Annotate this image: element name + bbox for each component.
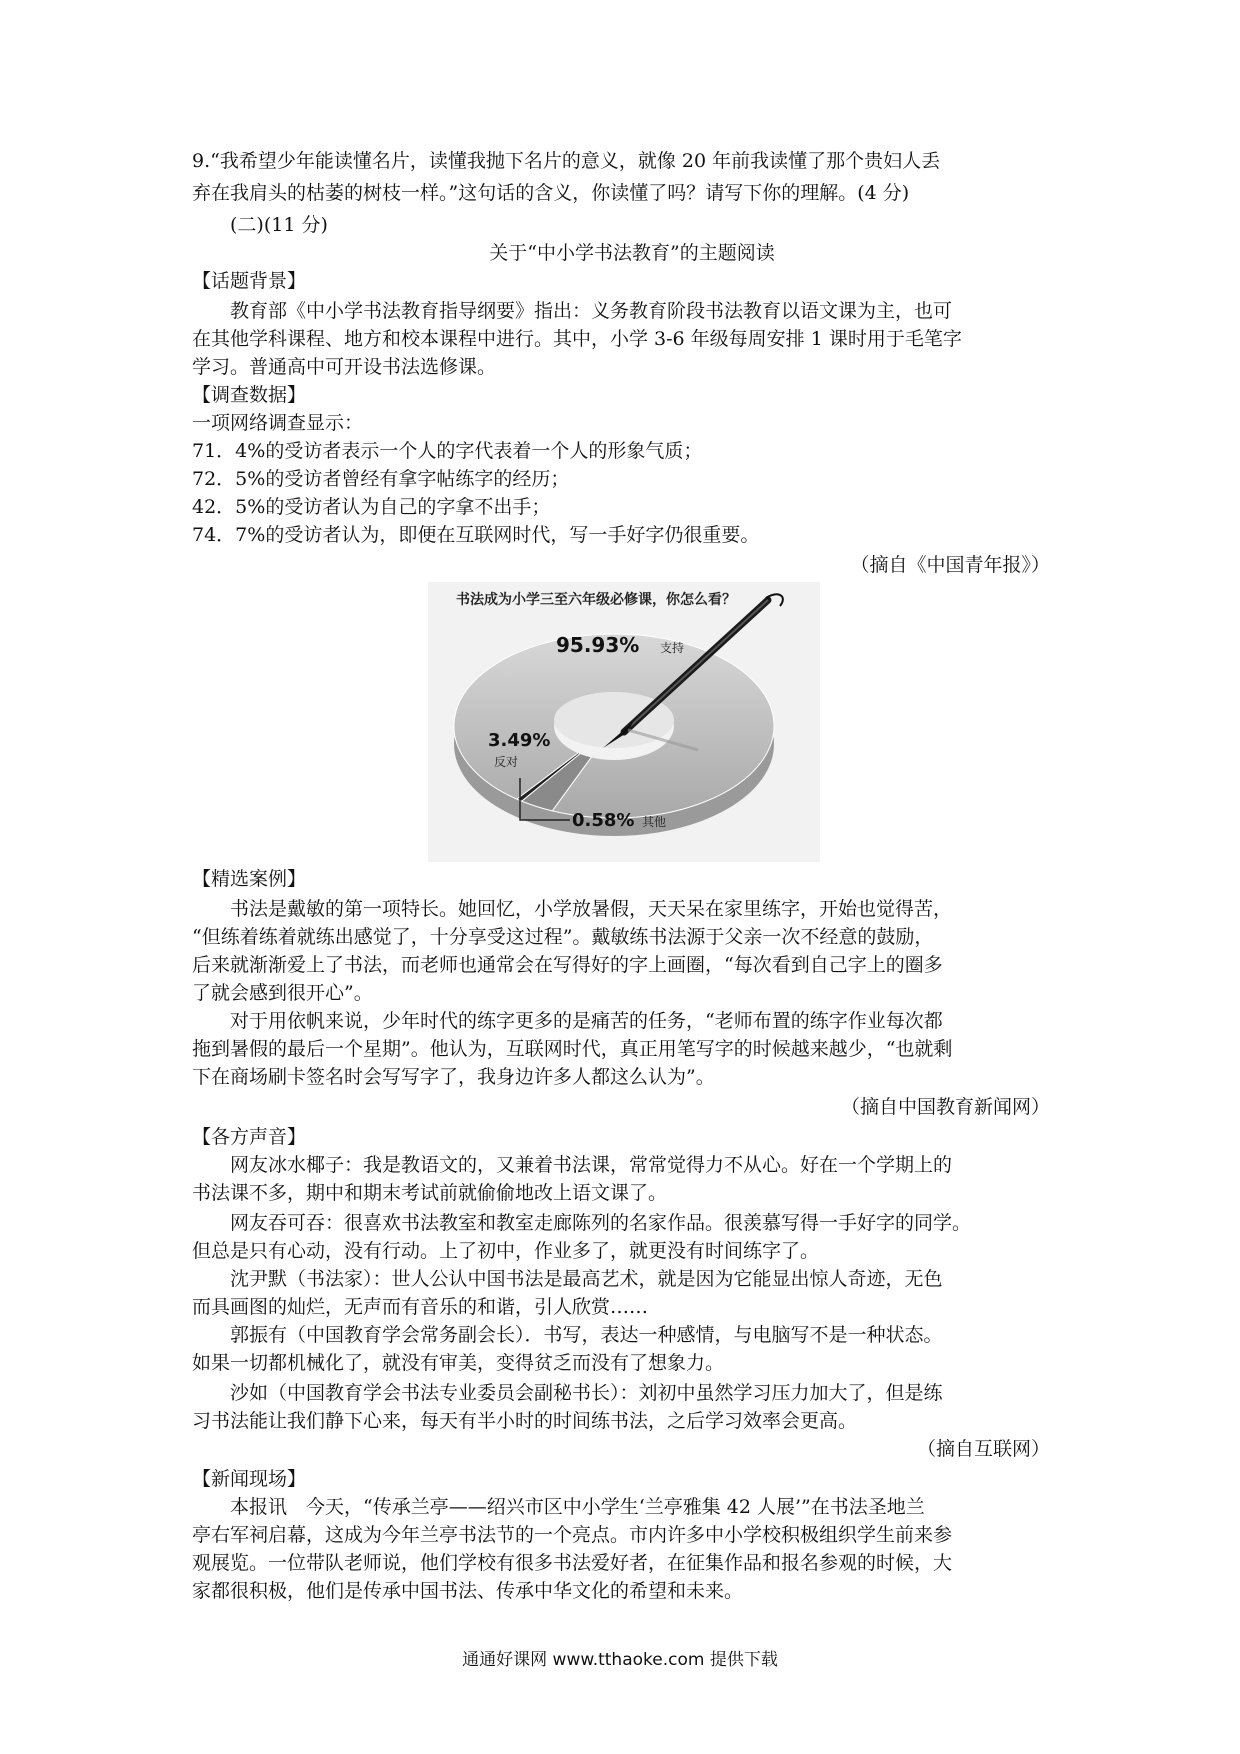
section-2-label: (二)(11 分) — [230, 214, 328, 236]
page-footer: 通通好课网 www.tthaoke.com 提供下载 — [462, 1650, 778, 1670]
cases-text-line: 了就会感到很开心”。 — [192, 982, 373, 1004]
voices-text-line: 习书法能让我们静下心来，每天有半小时的时间练书法，之后学习效率会更高。 — [192, 1410, 858, 1432]
cases-text-line: 书法是戴敏的第一项特长。她回忆，小学放暑假，天天呆在家里练字，开始也觉得苦， — [230, 898, 953, 920]
survey-intro: 一项网络调查显示： — [192, 412, 364, 434]
chart-title: 书法成为小学三至六年级必修课，你怎么看？ — [456, 592, 736, 608]
voices-text-line: 网友吞可吞：很喜欢书法教室和教室走廊陈列的名家作品。很羡慕写得一手好字的同学。 — [230, 1212, 972, 1234]
background-text-line: 学习。普通高中可开设书法选修课。 — [192, 356, 497, 378]
survey-item: 71．4%的受访者表示一个人的字代表着一个人的形象气质； — [192, 440, 703, 462]
survey-item: 74．7%的受访者认为，即便在互联网时代，写一手好字仍很重要。 — [192, 524, 760, 546]
voices-text-line: 而具画图的灿烂，无声而有音乐的和谐，引人欣赏…… — [192, 1296, 649, 1318]
voices-source: （摘自互联网） — [916, 1438, 1050, 1460]
question-9-line-1: 9.“我希望少年能读懂名片，读懂我抛下名片的意义，就像 20 年前我读懂了那个贵妇人丢 — [192, 150, 941, 172]
survey-item: 72．5%的受访者曾经有拿字帖练字的经历； — [192, 468, 570, 490]
voices-text-line: 但总是只有心动，没有行动。上了初中，作业多了，就更没有时间练字了。 — [192, 1240, 820, 1262]
news-text-line: 本报讯 今天，“传承兰亭——绍兴市区中小学生‘兰亭雅集 42 人展’”在书法圣地兰 — [230, 1496, 925, 1518]
cases-text-line: 下在商场刷卡签名时会写写字了，我身边许多人都这么认为”。 — [192, 1066, 715, 1088]
cases-source: （摘自中国教育新闻网） — [840, 1096, 1050, 1118]
voices-text-line: 网友冰水椰子：我是教语文的，又兼着书法课，常常觉得力不从心。好在一个学期上的 — [230, 1154, 953, 1176]
voices-text-line: 如果一切都机械化了，就没有审美，变得贫乏而没有了想象力。 — [192, 1352, 725, 1374]
slice-name-label: 支持 — [660, 641, 685, 655]
question-9-line-2: 弃在我肩头的枯萎的树枝一样。”这句话的含义，你读懂了吗？请写下你的理解。(4 分) — [192, 182, 910, 204]
cases-text-line: 后来就渐渐爱上了书法，而老师也通常会在写得好的字上画圈，“每次看到自己字上的圈多 — [192, 954, 943, 976]
slice-name-label: 反对 — [494, 755, 519, 769]
cases-text-line: “但练着练着就练出感觉了，十分享受这过程”。戴敏练书法源于父亲一次不经意的鼓励， — [192, 926, 934, 948]
background-heading: 【话题背景】 — [192, 270, 307, 292]
slice-value-label: 95.93% — [556, 633, 640, 657]
cases-text-line: 对于用依帆来说，少年时代的练字更多的是痛苦的任务，“老师布置的练字作业每次都 — [230, 1010, 943, 1032]
news-text-line: 亭右军祠启幕，这成为今年兰亭书法节的一个亮点。市内许多中小学校积极组织学生前来参 — [192, 1524, 953, 1546]
survey-source: （摘自《中国青年报》） — [850, 554, 1050, 576]
news-text-line: 观展览。一位带队老师说，他们学校有很多书法爱好者，在征集作品和报名参观的时候，大 — [192, 1552, 953, 1574]
cases-text-line: 拖到暑假的最后一个星期”。他认为，互联网时代，真正用笔写字的时候越来越少，“也就剩 — [192, 1038, 953, 1060]
voices-text-line: 沈尹默（书法家）：世人公认中国书法是最高艺术，就是因为它能显出惊人奇迹，无色 — [230, 1268, 943, 1290]
slice-name-label: 其他 — [642, 815, 667, 829]
slice-value-label: 3.49% — [488, 730, 551, 751]
news-heading: 【新闻现场】 — [192, 1468, 307, 1490]
cases-heading: 【精选案例】 — [192, 868, 307, 890]
voices-text-line: 郭振有（中国教育学会常务副会长）．书写，表达一种感情，与电脑写不是一种状态。 — [230, 1324, 943, 1346]
voices-text-line: 沙如（中国教育学会书法专业委员会副秘书长）：刘初中虽然学习压力加大了，但是练 — [230, 1382, 943, 1404]
survey-item: 42．5%的受访者认为自己的字拿不出手； — [192, 496, 551, 518]
voices-text-line: 书法课不多，期中和期末考试前就偷偷地改上语文课了。 — [192, 1182, 668, 1204]
background-text-line: 教育部《中小学书法教育指导纲要》指出：义务教育阶段书法教育以语文课为主，也可 — [230, 300, 953, 322]
survey-heading: 【调查数据】 — [192, 384, 307, 406]
voices-heading: 【各方声音】 — [192, 1126, 307, 1148]
section-2-title: 关于“中小学书法教育”的主题阅读 — [489, 242, 775, 264]
survey-donut-chart — [428, 582, 820, 862]
news-text-line: 家都很积极，他们是传承中国书法、传承中华文化的希望和未来。 — [192, 1580, 744, 1602]
background-text-line: 在其他学科课程、地方和校本课程中进行。其中，小学 3-6 年级每周安排 1 课时用于毛笔字 — [192, 328, 962, 350]
slice-value-label: 0.58% — [572, 810, 635, 831]
